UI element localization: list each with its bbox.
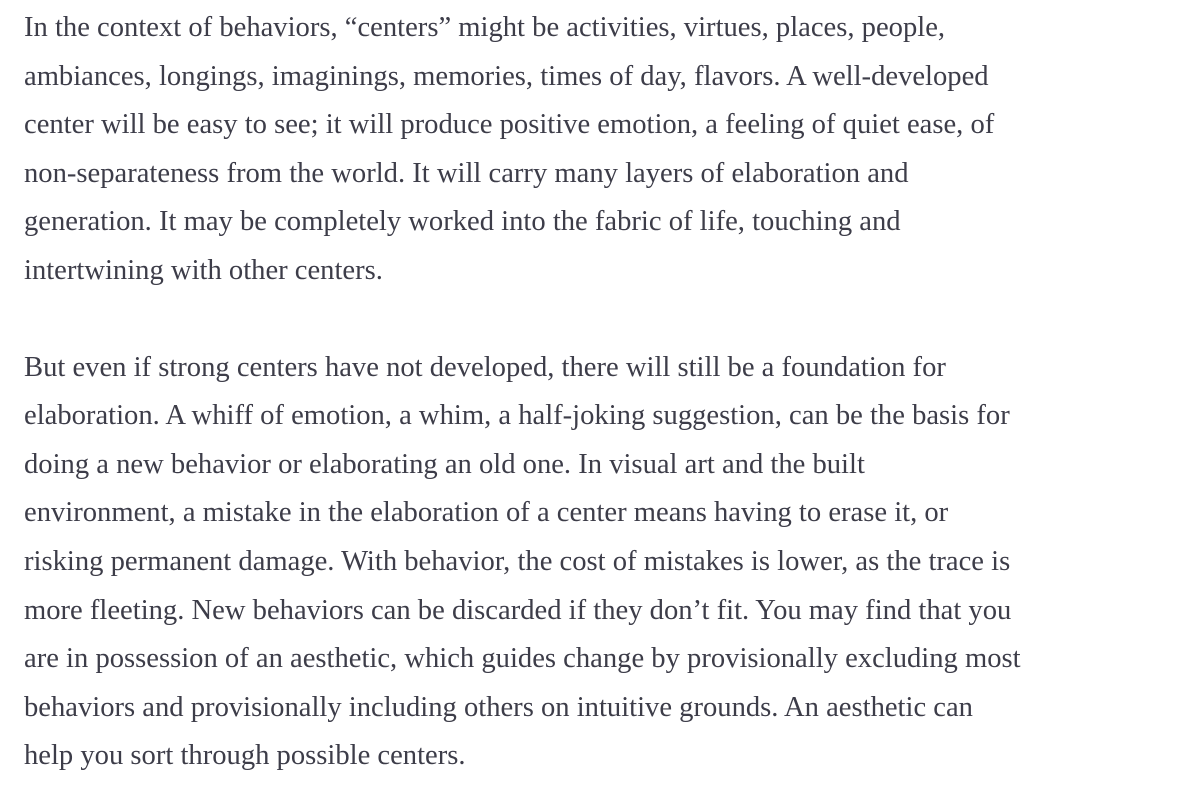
paragraph-line: But even if strong centers have not developed, there will still be a foundation for [24,351,946,383]
paragraph-line: more fleeting. New behaviors can be discarded if they don’t fit. You may find that you [24,594,1012,626]
paragraph-line: environment, a mistake in the elaboration of a center means having to erase it, or [24,497,949,529]
paragraph-line: elaboration. A whiff of emotion, a whim, a half-joking suggestion, can be the basis for [24,400,1010,432]
paragraph-line: behaviors and provisionally including others on intuitive grounds. An aesthetic can [24,691,973,723]
paragraph-line: ambiances, longings, imaginings, memories, times of day, flavors. A well-developed [24,60,989,92]
paragraph-line: non-separateness from the world. It will carry many layers of elaboration and [24,157,909,189]
paragraph-line: help you sort through possible centers. [24,740,466,772]
paragraph-line: generation. It may be completely worked into the fabric of life, touching and [24,206,901,238]
paragraph-line: doing a new behavior or elaborating an old one. In visual art and the built [24,448,865,480]
paragraph-line: are in possession of an aesthetic, which guides change by provisionally excluding most [24,643,1021,675]
paragraph-1 [24,4,1176,296]
paragraph-line: center will be easy to see; it will produce positive emotion, a feeling of quiet ease, of [24,109,995,141]
paragraph-line: intertwining with other centers. [24,254,383,286]
paragraph-line: In the context of behaviors, “centers” might be activities, virtues, places, people, [24,12,946,43]
paragraph-line: risking permanent damage. With behavior, the cost of mistakes is lower, as the trace is [24,545,1011,577]
paragraph-2 [24,344,1176,781]
